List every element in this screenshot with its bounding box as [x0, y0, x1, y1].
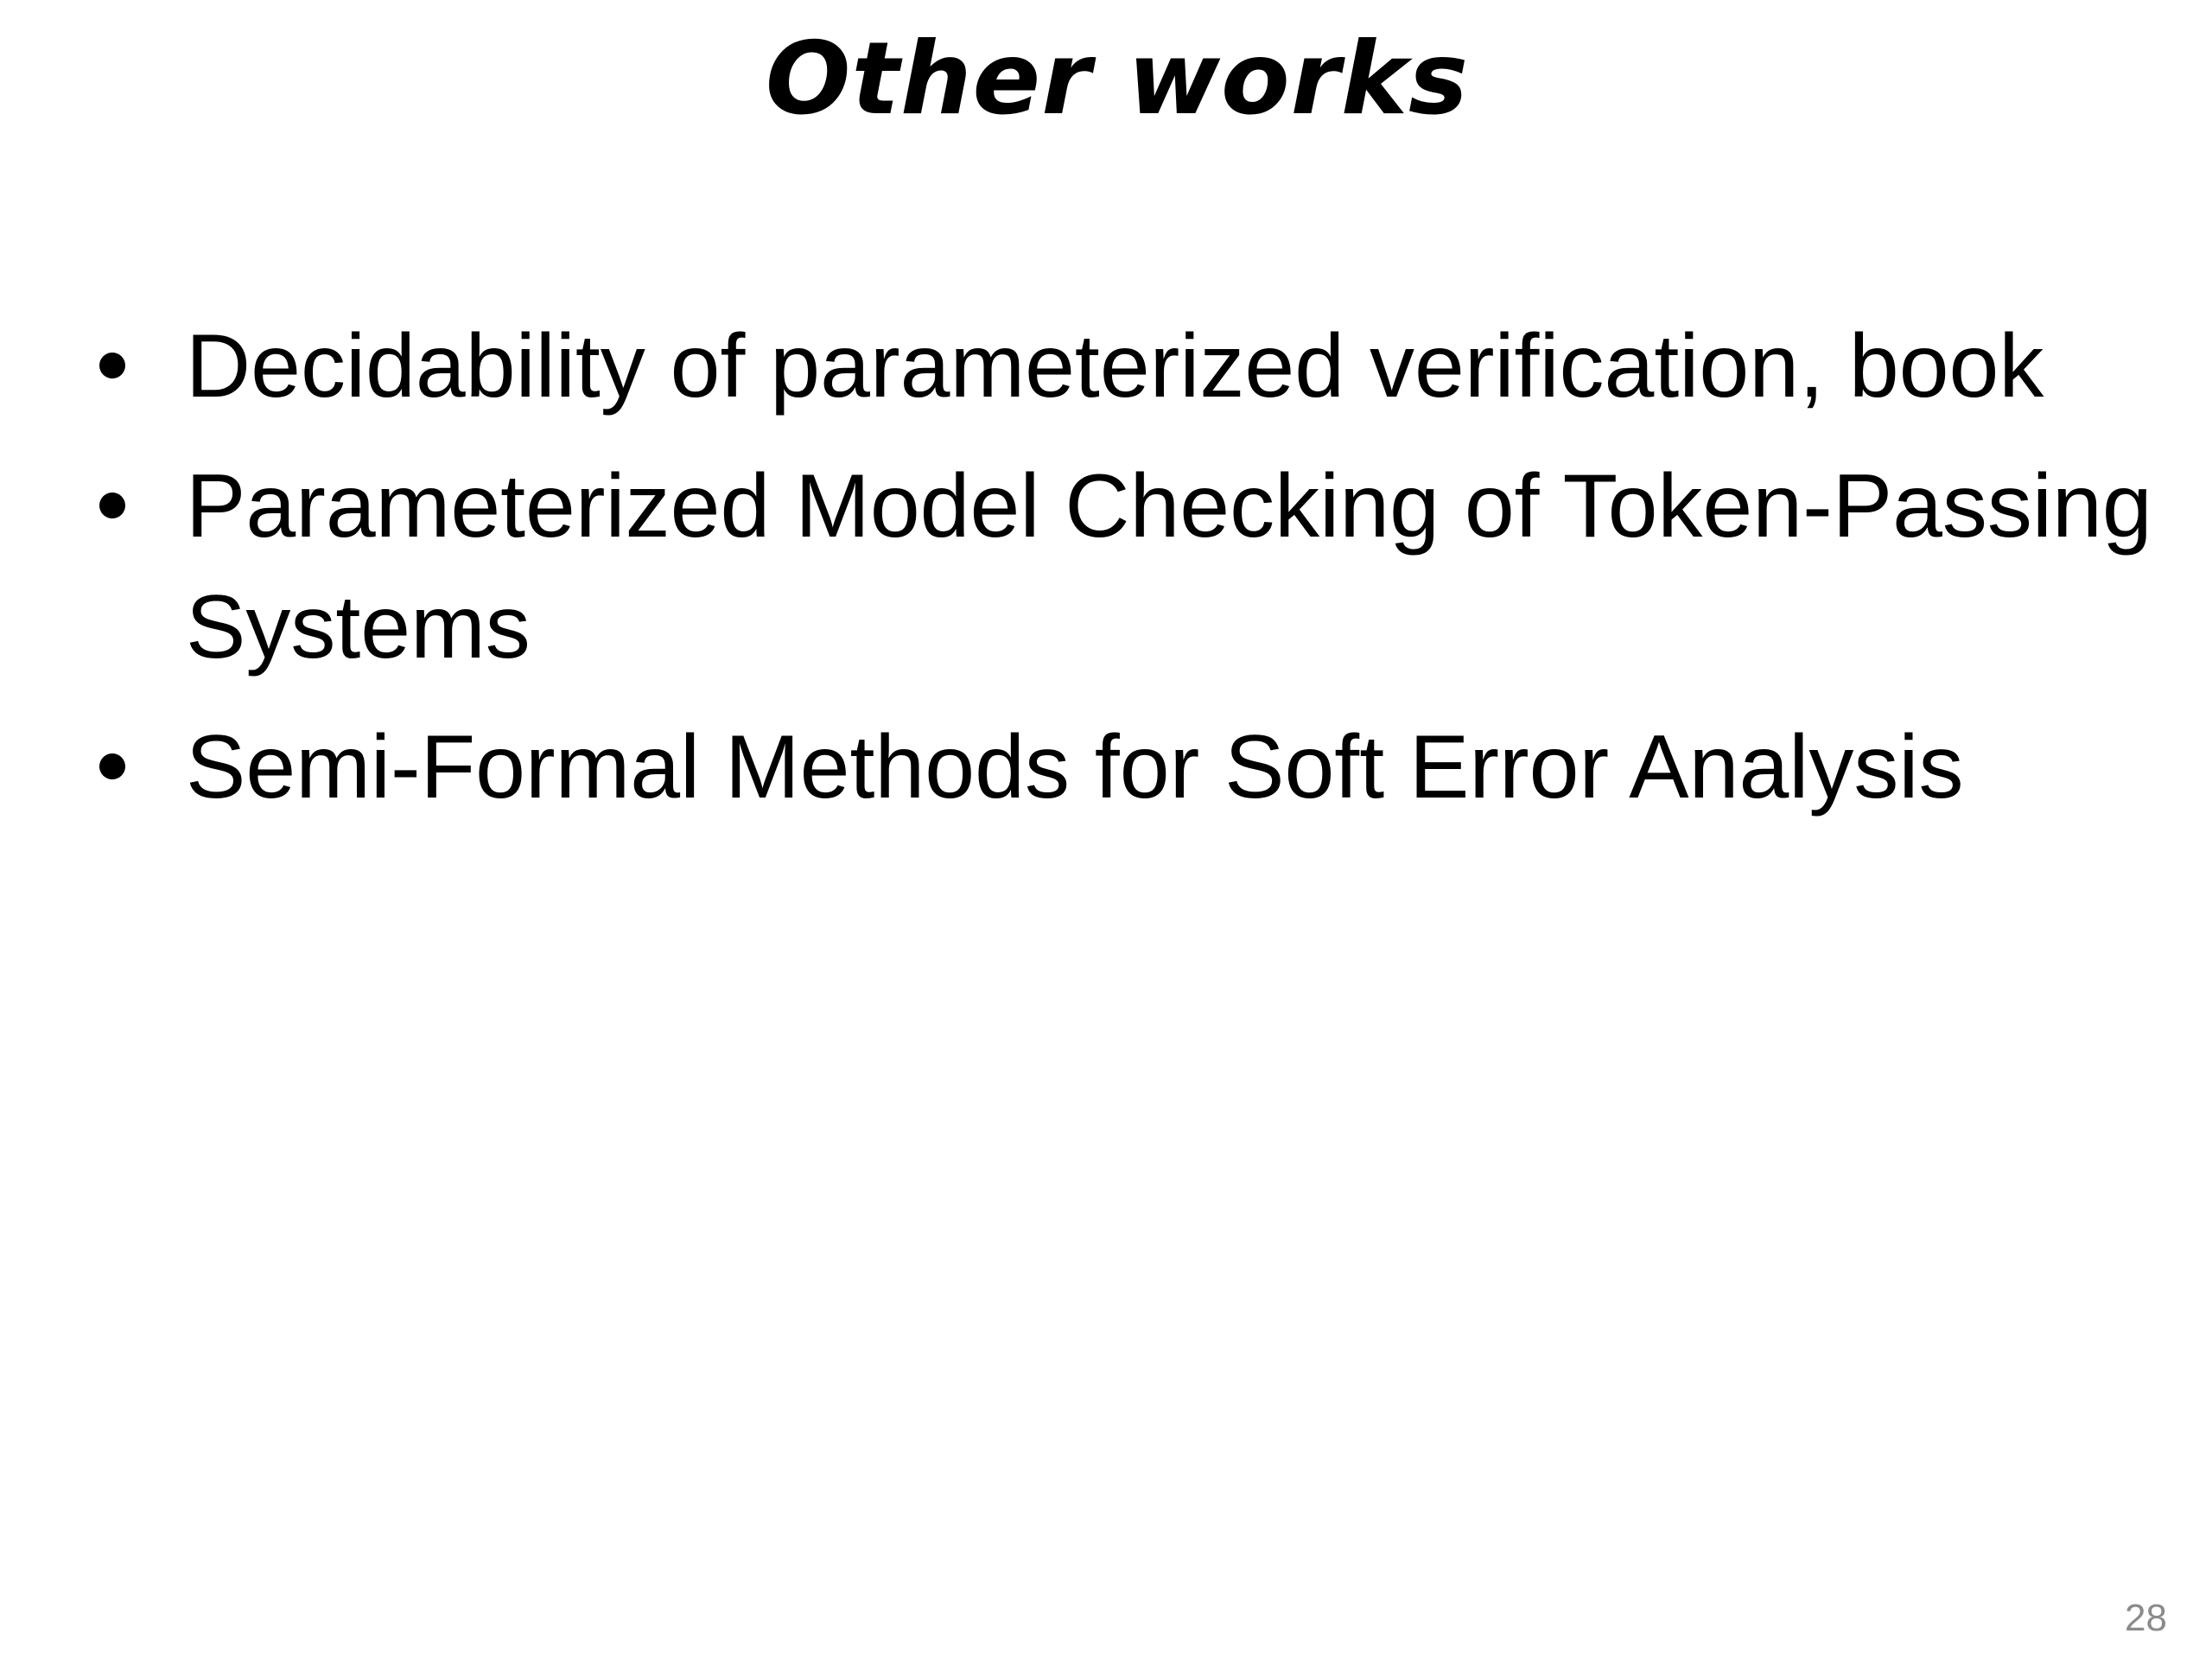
bullet-text: Semi-Formal Methods for Soft Error Analysis: [186, 717, 1964, 817]
slide-title: Other works: [765, 21, 1470, 137]
bullet-icon: [99, 353, 125, 378]
bullet-list: [99, 306, 2177, 847]
page-number: 28: [2125, 1597, 2167, 1639]
bullet-icon: [99, 493, 125, 518]
bullet-text: Parameterized Model Checking of Token-Passing Systems: [186, 456, 2152, 677]
bullet-text: Decidability of parameterized verification, book: [186, 316, 2044, 416]
bullet-item: [99, 707, 2177, 828]
bullet-item: [99, 446, 2177, 688]
bullet-icon: [99, 753, 125, 779]
bullet-item: [99, 306, 2177, 427]
